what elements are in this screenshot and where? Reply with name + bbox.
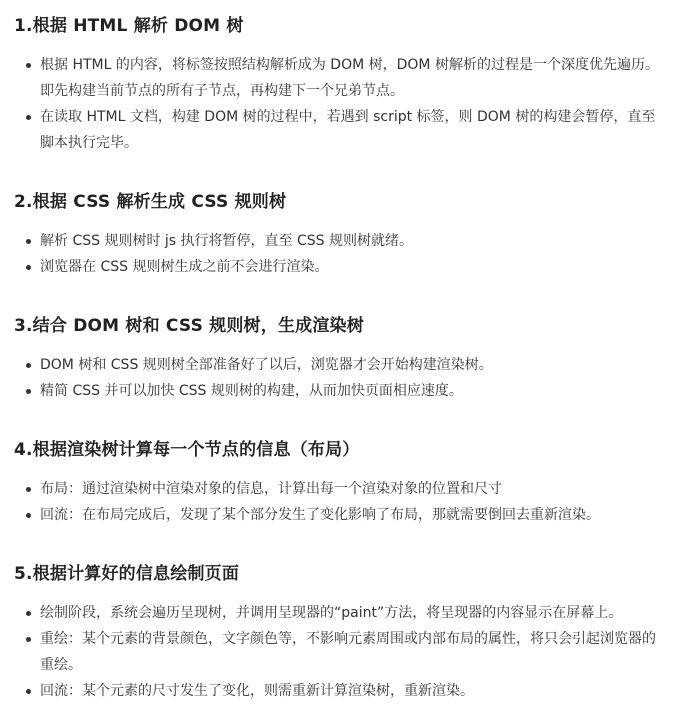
section-heading: 3.结合 DOM 树和 CSS 规则树，生成渲染树 xyxy=(14,316,364,336)
list-item-text: 根据 HTML 的内容，将标签按照结构解析成为 DOM 树，DOM 树解析的过程是一个深度优先遍历。即先构建当前节点的所有子节点，再构建下一个兄弟节点。 xyxy=(40,57,659,99)
section-4 xyxy=(14,438,661,528)
list-item xyxy=(14,378,661,404)
bullet-list xyxy=(14,600,661,704)
list-item-text: 布局：通过渲染树中渲染对象的信息，计算出每一个渲染对象的位置和尺寸 xyxy=(40,481,502,497)
list-item-text: 回流：某个元素的尺寸发生了变化，则需重新计算渲染树，重新渲染。 xyxy=(40,683,474,699)
section-2 xyxy=(14,190,661,280)
list-item-text: 绘制阶段，系统会遍历呈现树，并调用呈现器的“paint”方法，将呈现器的内容显示在屏幕上。 xyxy=(40,605,623,621)
section-heading: 2.根据 CSS 解析生成 CSS 规则树 xyxy=(14,192,287,212)
list-item-text: 回流：在布局完成后，发现了某个部分发生了变化影响了布局，那就需要倒回去重新渲染。 xyxy=(40,507,600,523)
list-item xyxy=(14,502,661,528)
bullet-list xyxy=(14,476,661,528)
list-item xyxy=(14,626,661,678)
section-1 xyxy=(14,14,661,156)
list-item xyxy=(14,52,661,104)
list-item xyxy=(14,352,661,378)
bullet-list xyxy=(14,352,661,404)
list-item-text: 重绘：某个元素的背景颜色，文字颜色等，不影响元素周围或内部布局的属性，将只会引起浏览器的重绘。 xyxy=(40,631,656,673)
bullet-list xyxy=(14,228,661,280)
list-item-text: 精简 CSS 并可以加快 CSS 规则树的构建，从而加快页面相应速度。 xyxy=(40,383,463,399)
list-item xyxy=(14,476,661,502)
list-item xyxy=(14,678,661,704)
bullet-list xyxy=(14,52,661,156)
list-item xyxy=(14,228,661,254)
list-item-text: DOM 树和 CSS 规则树全部准备好了以后，浏览器才会开始构建渲染树。 xyxy=(40,357,493,373)
section-3 xyxy=(14,314,661,404)
section-5 xyxy=(14,562,661,704)
section-heading: 1.根据 HTML 解析 DOM 树 xyxy=(14,16,244,36)
list-item xyxy=(14,600,661,626)
list-item-text: 解析 CSS 规则树时 js 执行将暂停，直至 CSS 规则树就绪。 xyxy=(40,233,413,249)
section-heading: 4.根据渲染树计算每一个节点的信息（布局） xyxy=(14,440,360,460)
list-item xyxy=(14,104,661,156)
list-item-text: 在读取 HTML 文档，构建 DOM 树的过程中，若遇到 script 标签，则 DOM 树的构建会暂停，直至脚本执行完毕。 xyxy=(40,109,656,151)
section-heading: 5.根据计算好的信息绘制页面 xyxy=(14,564,240,584)
list-item-text: 浏览器在 CSS 规则树生成之前不会进行渲染。 xyxy=(40,259,329,275)
list-item xyxy=(14,254,661,280)
